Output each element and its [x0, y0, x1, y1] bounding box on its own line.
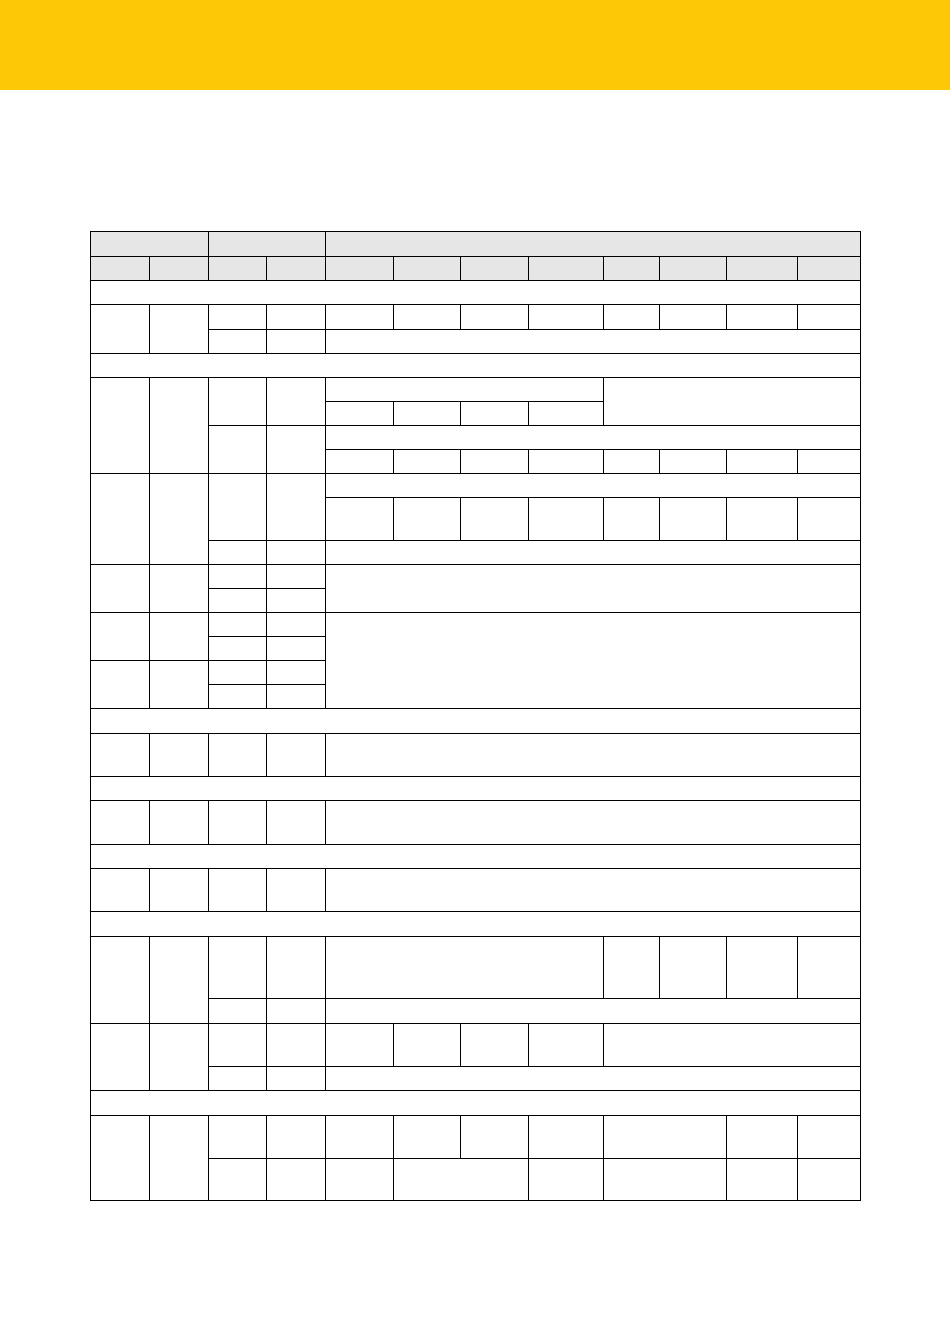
table-cell — [394, 402, 461, 426]
table-row — [91, 565, 861, 589]
table-cell — [394, 450, 461, 474]
table-cell — [150, 565, 209, 613]
table-cell — [91, 869, 150, 912]
table-cell — [394, 1024, 461, 1067]
table-cell — [267, 474, 326, 541]
subheader-cell — [660, 257, 727, 281]
table-cell — [461, 1116, 529, 1159]
table-cell — [209, 1159, 267, 1201]
table-cell — [150, 937, 209, 1024]
table-cell — [150, 305, 209, 354]
section-row — [91, 354, 861, 378]
table-cell — [209, 613, 267, 637]
table-cell — [727, 937, 798, 999]
table-cell — [326, 565, 861, 613]
section-row — [91, 1091, 861, 1116]
table-cell — [267, 937, 326, 999]
table-cell — [150, 1116, 209, 1201]
table-cell — [326, 801, 861, 845]
table-cell — [604, 498, 660, 541]
section-title — [91, 709, 861, 734]
table-row — [91, 305, 861, 330]
table-cell — [727, 1116, 798, 1159]
table-cell — [394, 1159, 529, 1201]
table-cell — [209, 1067, 267, 1091]
table-cell — [209, 330, 267, 354]
table-cell — [209, 426, 267, 474]
table-cell — [461, 402, 529, 426]
table-cell — [267, 1159, 326, 1201]
table-cell — [267, 999, 326, 1024]
table-cell — [267, 565, 326, 589]
table-cell — [209, 305, 267, 330]
table-cell — [798, 498, 861, 541]
table-cell — [326, 426, 861, 450]
table-cell — [209, 1024, 267, 1067]
subheader-cell — [326, 257, 394, 281]
data-table — [90, 231, 861, 1201]
table-row — [91, 474, 861, 498]
table-cell — [91, 613, 150, 661]
table-cell — [150, 661, 209, 709]
table-cell — [91, 1116, 150, 1201]
table-cell — [209, 937, 267, 999]
table-cell — [326, 305, 394, 330]
table-cell — [660, 498, 727, 541]
section-title — [91, 777, 861, 801]
table-cell — [267, 589, 326, 613]
table-cell — [326, 937, 604, 999]
table-cell — [267, 1024, 326, 1067]
table-cell — [394, 305, 461, 330]
table-cell — [209, 1116, 267, 1159]
table-cell — [461, 305, 529, 330]
table-cell — [660, 305, 727, 330]
table-cell — [209, 801, 267, 845]
table-cell — [660, 450, 727, 474]
subheader-cell — [727, 257, 798, 281]
section-row — [91, 912, 861, 937]
table-cell — [209, 869, 267, 912]
table-cell — [91, 378, 150, 474]
table-cell — [209, 565, 267, 589]
table-cell — [326, 450, 394, 474]
table-cell — [604, 450, 660, 474]
table-cell — [326, 613, 861, 709]
table-cell — [529, 498, 604, 541]
table-cell — [604, 1159, 727, 1201]
header-group-3 — [326, 232, 861, 257]
subheader-cell — [604, 257, 660, 281]
table-cell — [394, 1116, 461, 1159]
table-cell — [267, 1067, 326, 1091]
table-cell — [798, 305, 861, 330]
table-cell — [91, 661, 150, 709]
table-cell — [326, 999, 861, 1024]
table-cell — [326, 1116, 394, 1159]
section-title — [91, 845, 861, 869]
table-cell — [529, 1116, 604, 1159]
subheader-cell — [394, 257, 461, 281]
table-cell — [267, 1116, 326, 1159]
table-cell — [604, 1024, 861, 1067]
table-cell — [209, 589, 267, 613]
table-cell — [529, 1159, 604, 1201]
header-band — [0, 0, 950, 90]
table-cell — [209, 734, 267, 777]
table-cell — [209, 685, 267, 709]
table-row — [91, 1024, 861, 1067]
table-cell — [267, 330, 326, 354]
header-group-2 — [209, 232, 326, 257]
table-header-row — [91, 232, 861, 257]
table-cell — [798, 937, 861, 999]
table-cell — [150, 378, 209, 474]
table-cell — [326, 1067, 861, 1091]
table-row — [91, 1116, 861, 1159]
table-cell — [150, 734, 209, 777]
table-cell — [326, 1159, 394, 1201]
table-subheader-row — [91, 257, 861, 281]
table-cell — [727, 450, 798, 474]
table-cell — [91, 1024, 150, 1091]
table-cell — [267, 378, 326, 426]
table-cell — [267, 661, 326, 685]
section-title — [91, 281, 861, 305]
section-row — [91, 709, 861, 734]
subheader-cell — [461, 257, 529, 281]
table-cell — [267, 801, 326, 845]
table-cell — [267, 869, 326, 912]
table-cell — [209, 378, 267, 426]
table-cell — [727, 498, 798, 541]
table-cell — [326, 869, 861, 912]
subheader-cell — [529, 257, 604, 281]
table-cell — [267, 541, 326, 565]
table-cell — [798, 450, 861, 474]
table-cell — [267, 305, 326, 330]
table-row — [91, 378, 861, 402]
table-cell — [529, 402, 604, 426]
table-cell — [727, 305, 798, 330]
table-cell — [209, 999, 267, 1024]
table-row — [91, 937, 861, 999]
table-cell — [326, 402, 394, 426]
table-cell — [326, 378, 604, 402]
subheader-cell — [209, 257, 267, 281]
table-cell — [209, 541, 267, 565]
table-cell — [91, 565, 150, 613]
table-cell — [267, 637, 326, 661]
table-cell — [267, 685, 326, 709]
subheader-cell — [150, 257, 209, 281]
table-cell — [209, 474, 267, 541]
table-cell — [326, 474, 861, 498]
table-cell — [150, 474, 209, 565]
table-cell — [660, 937, 727, 999]
table-cell — [326, 330, 861, 354]
table-row — [91, 613, 861, 637]
table-cell — [604, 1116, 727, 1159]
section-row — [91, 845, 861, 869]
table-cell — [91, 801, 150, 845]
table-cell — [529, 1024, 604, 1067]
section-row — [91, 281, 861, 305]
section-title — [91, 1091, 861, 1116]
table-row — [91, 801, 861, 845]
table-cell — [326, 734, 861, 777]
table-cell — [798, 1116, 861, 1159]
table-cell — [461, 1024, 529, 1067]
table-cell — [150, 801, 209, 845]
table-cell — [267, 613, 326, 637]
table-cell — [150, 1024, 209, 1091]
table-cell — [326, 541, 861, 565]
table-cell — [91, 474, 150, 565]
table-cell — [267, 426, 326, 474]
subheader-cell — [798, 257, 861, 281]
table-row — [91, 734, 861, 777]
table-cell — [91, 937, 150, 1024]
table-cell — [326, 1024, 394, 1067]
table-row — [91, 869, 861, 912]
section-title — [91, 912, 861, 937]
table-cell — [604, 937, 660, 999]
table-cell — [91, 305, 150, 354]
table-cell — [150, 869, 209, 912]
subheader-cell — [91, 257, 150, 281]
table-cell — [604, 378, 861, 426]
table-cell — [209, 661, 267, 685]
table-cell — [798, 1159, 861, 1201]
subheader-cell — [267, 257, 326, 281]
table-cell — [150, 613, 209, 661]
table-cell — [529, 305, 604, 330]
table-cell — [529, 450, 604, 474]
table-cell — [209, 637, 267, 661]
table-cell — [604, 305, 660, 330]
table-cell — [394, 498, 461, 541]
table-cell — [727, 1159, 798, 1201]
table-cell — [267, 734, 326, 777]
section-title — [91, 354, 861, 378]
table-cell — [461, 498, 529, 541]
section-row — [91, 777, 861, 801]
table-cell — [461, 450, 529, 474]
table-cell — [326, 498, 394, 541]
header-group-1 — [91, 232, 209, 257]
table-cell — [91, 734, 150, 777]
